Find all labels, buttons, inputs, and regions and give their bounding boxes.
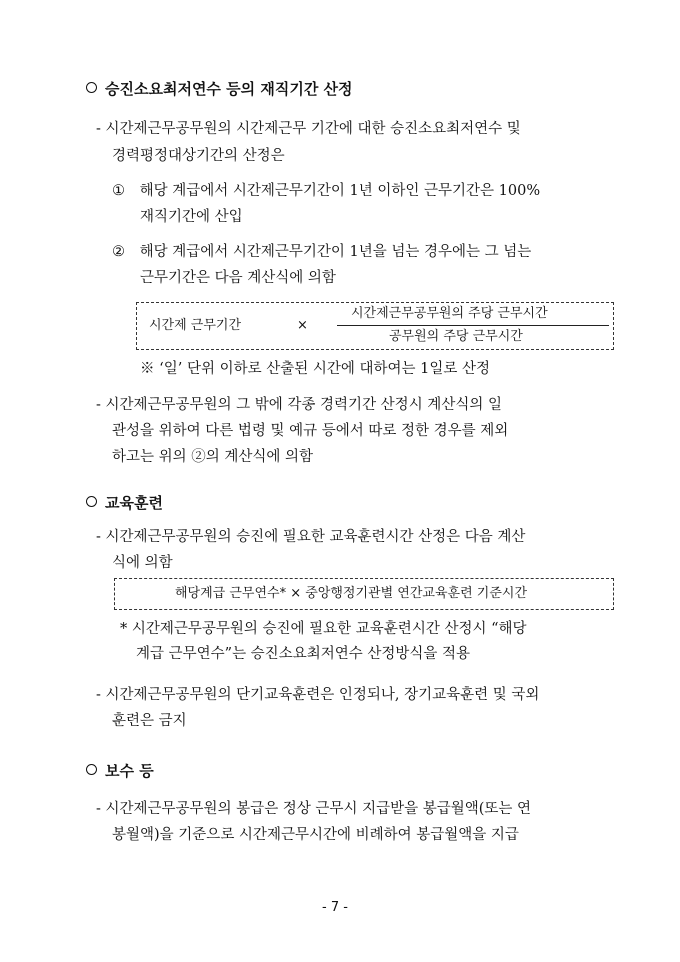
formula-numerator: 시간제근무공무원의 주당 근무시간 [351,306,548,321]
numbered-item-1 [112,182,540,200]
note-text: ※ ‘일’ 단위 이하로 산출된 시간에 대하여는 1일로 산정 [140,361,490,377]
paragraph-line: 식에 의함 [112,555,173,571]
formula-denominator: 공무원의 주당 근무시간 [389,329,523,344]
paragraph-line: 봉월액)을 기준으로 시간제근무시간에 비례하여 봉급월액을 지급 [112,827,519,843]
note-text: 계급 근무연수”는 승진소요최저연수 산정방식을 적용 [136,646,471,662]
section-heading-text: 승진소요최저연수 등의 재직기간 산정 [105,80,353,98]
paragraph-line: - 시간제근무공무원의 시간제근무 기간에 대한 승진소요최저연수 및 [96,121,521,137]
training-formula-text: 해당계급 근무연수* × 중앙행정기관별 연간교육훈련 기준시간 [175,586,528,601]
formula-left-term: 시간제 근무기간 [149,318,242,333]
fraction-line [337,325,609,326]
item-text: 해당 계급에서 시간제근무기간이 1년을 넘는 경우에는 그 넘는 [139,244,532,260]
item-number: ② [112,244,125,260]
section-heading-promotion [86,80,353,98]
multiply-symbol: × [297,318,308,333]
paragraph-line: 훈련은 금지 [112,713,187,729]
section-heading-text: 교육훈련 [105,494,163,512]
circle-bullet-icon [86,764,97,775]
numbered-item-2 [112,243,531,261]
paragraph-line: - 시간제근무공무원의 그 밖에 각종 경력기간 산정시 계산식의 일 [96,397,502,413]
paragraph-line: 경력평정대상기간의 산정은 [112,148,285,164]
item-number: ① [112,183,125,199]
circle-bullet-icon [86,496,97,507]
paragraph-line: 하고는 위의 ②의 계산식에 의함 [112,449,314,465]
paragraph-line: - 시간제근무공무원의 봉급은 정상 근무시 지급받을 봉급월액(또는 연 [96,801,532,817]
section-heading-text: 보수 등 [105,762,154,780]
formula-box [136,302,614,350]
paragraph-line: 근무기간은 다음 계산식에 의함 [140,270,336,286]
item-text: 해당 계급에서 시간제근무기간이 1년 이하인 근무기간은 100% [139,183,541,199]
paragraph-line: - 시간제근무공무원의 승진에 필요한 교육훈련시간 산정은 다음 계산 [96,529,526,545]
section-heading-pay [86,762,154,780]
training-formula-box [114,578,614,610]
page-number: - 7 - [322,900,348,915]
paragraph-line: 재직기간에 산입 [140,209,243,225]
paragraph-line: - 시간제근무공무원의 단기교육훈련은 인정되나, 장기교육훈련 및 국외 [96,687,540,703]
circle-bullet-icon [86,82,97,93]
paragraph-line: 관성을 위하여 다른 법령 및 예규 등에서 따로 정한 경우를 제외 [112,423,509,439]
note-text: * 시간제근무공무원의 승진에 필요한 교육훈련시간 산정시 “해당 [120,621,527,637]
section-heading-training [86,494,163,512]
